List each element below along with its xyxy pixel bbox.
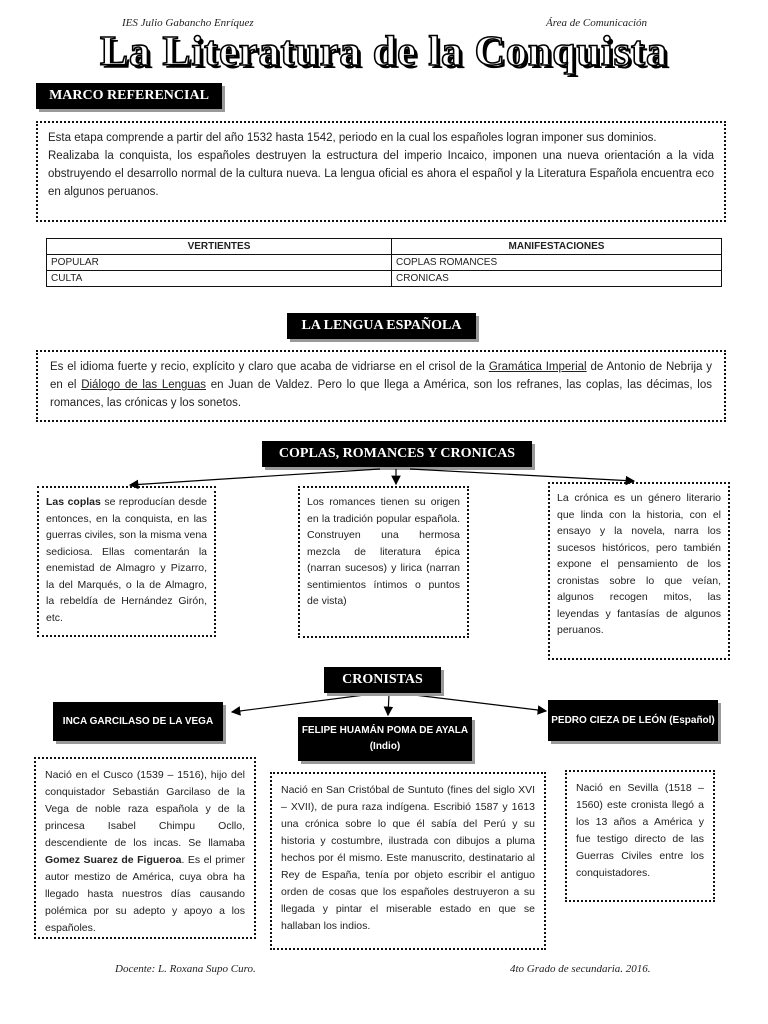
table-cell: POPULAR	[47, 255, 392, 271]
arrow-to-cieza	[398, 693, 546, 711]
poma-name: FELIPE HUAMÁN POMA DE AYALA (Indio)	[301, 725, 469, 752]
arrow-to-coplas	[130, 469, 380, 485]
arrow-to-cronicas	[410, 469, 634, 481]
table-cell: CRONICAS	[392, 271, 722, 287]
table-header: MANIFESTACIONES	[392, 239, 722, 255]
grade-year: 4to Grado de secundaria. 2016.	[510, 963, 651, 975]
garcilaso-name: INCA GARCILASO DE LA VEGA	[62, 715, 214, 727]
cieza-name: PEDRO CIEZA DE LEÓN (Español)	[551, 714, 715, 726]
teacher-name: Docente: L. Roxana Supo Curo.	[115, 963, 256, 975]
poma-bio-text: Nació en San Cristóbal de Suntuto (fines del siglo XVI – XVII), de pura raza indígena. Escribió 1587 y 1613 una crónica sobre lo que él sabía del Perú y su historia y costumbre, ilustrada con dibujos a pluma hechos por él mismo. Este manuscrito, destinatario al Rey de España, tenía por objeto escribir el antiguo orden de cosas que los españoles destruyeron a su llegada y pintar el miserable estado en que se hallaban los indios.	[281, 784, 535, 932]
table-cell: COPLAS ROMANCES	[392, 255, 722, 271]
cronicas-text: La crónica es un género literario que linda con la historia, con el ensayo y la novela, narra los sucesos históricos, pero también expone el pensamiento de los cronistas sobre lo que veían, algunos recogen mitos, las leyendas y fantasías de algunos peruanos.	[557, 492, 721, 636]
cieza-bio-text: Nació en Sevilla (1518 – 1560) este cronista llegó a los 13 años a América y fue testigo directo de las Guerras Civiles entre los conquistadores.	[576, 782, 704, 879]
lengua-text-1: Es el idioma fuerte y recio, explícito y claro que acaba de vidriarse en el crisol de la	[50, 361, 489, 373]
coplas-column	[37, 486, 216, 637]
garcilaso-real-name: Gomez Suarez de Figueroa	[45, 854, 182, 866]
garcilaso-bio-text-2: . Es el primer autor mestizo de América, cuya obra ha llegado hasta nuestros días causando polémica por su adepto y apoyo a los españoles.	[45, 854, 245, 934]
coplas-romances-cronicas-label: COPLAS, ROMANCES Y CRONICAS	[262, 441, 532, 467]
cronistas-label: CRONISTAS	[324, 667, 441, 693]
marco-paragraph-1: Esta etapa comprende a partir del año 1532 hasta 1542, periodo en la cual los españoles logran imponer sus dominios.	[48, 132, 657, 144]
cieza-bio	[565, 770, 715, 902]
arrow-to-garcilaso	[232, 693, 380, 712]
coplas-text: se reproducían desde entonces, en la conquista, en las guerras civiles, son la misma vena sediciosa. Ellas comentarán la enemistad de Almagro y Pizarro, la del Marqués, o la de Almagro, la rebeldía de Hernández Girón, etc.	[46, 496, 207, 624]
school-name: IES Julio Gabancho Enríquez	[122, 17, 254, 29]
table-header: VERTIENTES	[47, 239, 392, 255]
garcilaso-bio-text-1: Nació en el Cusco (1539 – 1516), hijo del conquistador Sebastián Garcilaso de la Vega de noble raza española y de la princesa Isabel Chimpu Ocllo, descendiente de los incas. Se llamaba	[45, 769, 245, 849]
table-cell: CULTA	[47, 271, 392, 287]
arrow-to-poma	[388, 694, 389, 715]
garcilaso-name-box	[53, 702, 223, 741]
lengua-text-2: de Antonio de Nebrija y en el	[50, 361, 712, 391]
marco-paragraph-2: Realizaba la conquista, los españoles destruyen la estructura del imperio Incaico, imponen una nueva orientación a la vida obstruyendo el desarrollo normal de la cultura nueva. La lengua oficial es ahora el español y la Literatura Española encuentra eco en algunos peruanos.	[48, 150, 714, 198]
lengua-text-3: en Juan de Valdez. Pero lo que llega a América, son los refranes, las coplas, las décimas, los romances, las crónicas y los sonetos.	[50, 379, 712, 409]
cieza-name-box	[548, 700, 718, 741]
coplas-heading: Las coplas	[46, 496, 101, 508]
romances-text: Los romances tienen su origen en la tradición popular española. Construyen una hermosa mezcla de literatura épica (narran sucesos) y lirica (narran sentimientos íntimos o puntos de vista)	[307, 496, 460, 607]
poma-name-box	[298, 717, 472, 761]
cronicas-column	[548, 482, 730, 660]
garcilaso-bio	[34, 757, 256, 939]
marco-referencial-label: MARCO REFERENCIAL	[36, 83, 222, 109]
gramatica-imperial-link: Gramática Imperial	[488, 361, 587, 373]
dialogo-lenguas-link: Diálogo de las Lenguas	[81, 379, 206, 391]
subject-area: Área de Comunicación	[546, 17, 648, 29]
poma-bio	[270, 772, 546, 950]
lengua-espanola-label: LA LENGUA ESPAÑOLA	[287, 313, 476, 339]
page-title: La Literatura de la Conquista	[99, 29, 669, 75]
romances-column	[298, 486, 469, 638]
